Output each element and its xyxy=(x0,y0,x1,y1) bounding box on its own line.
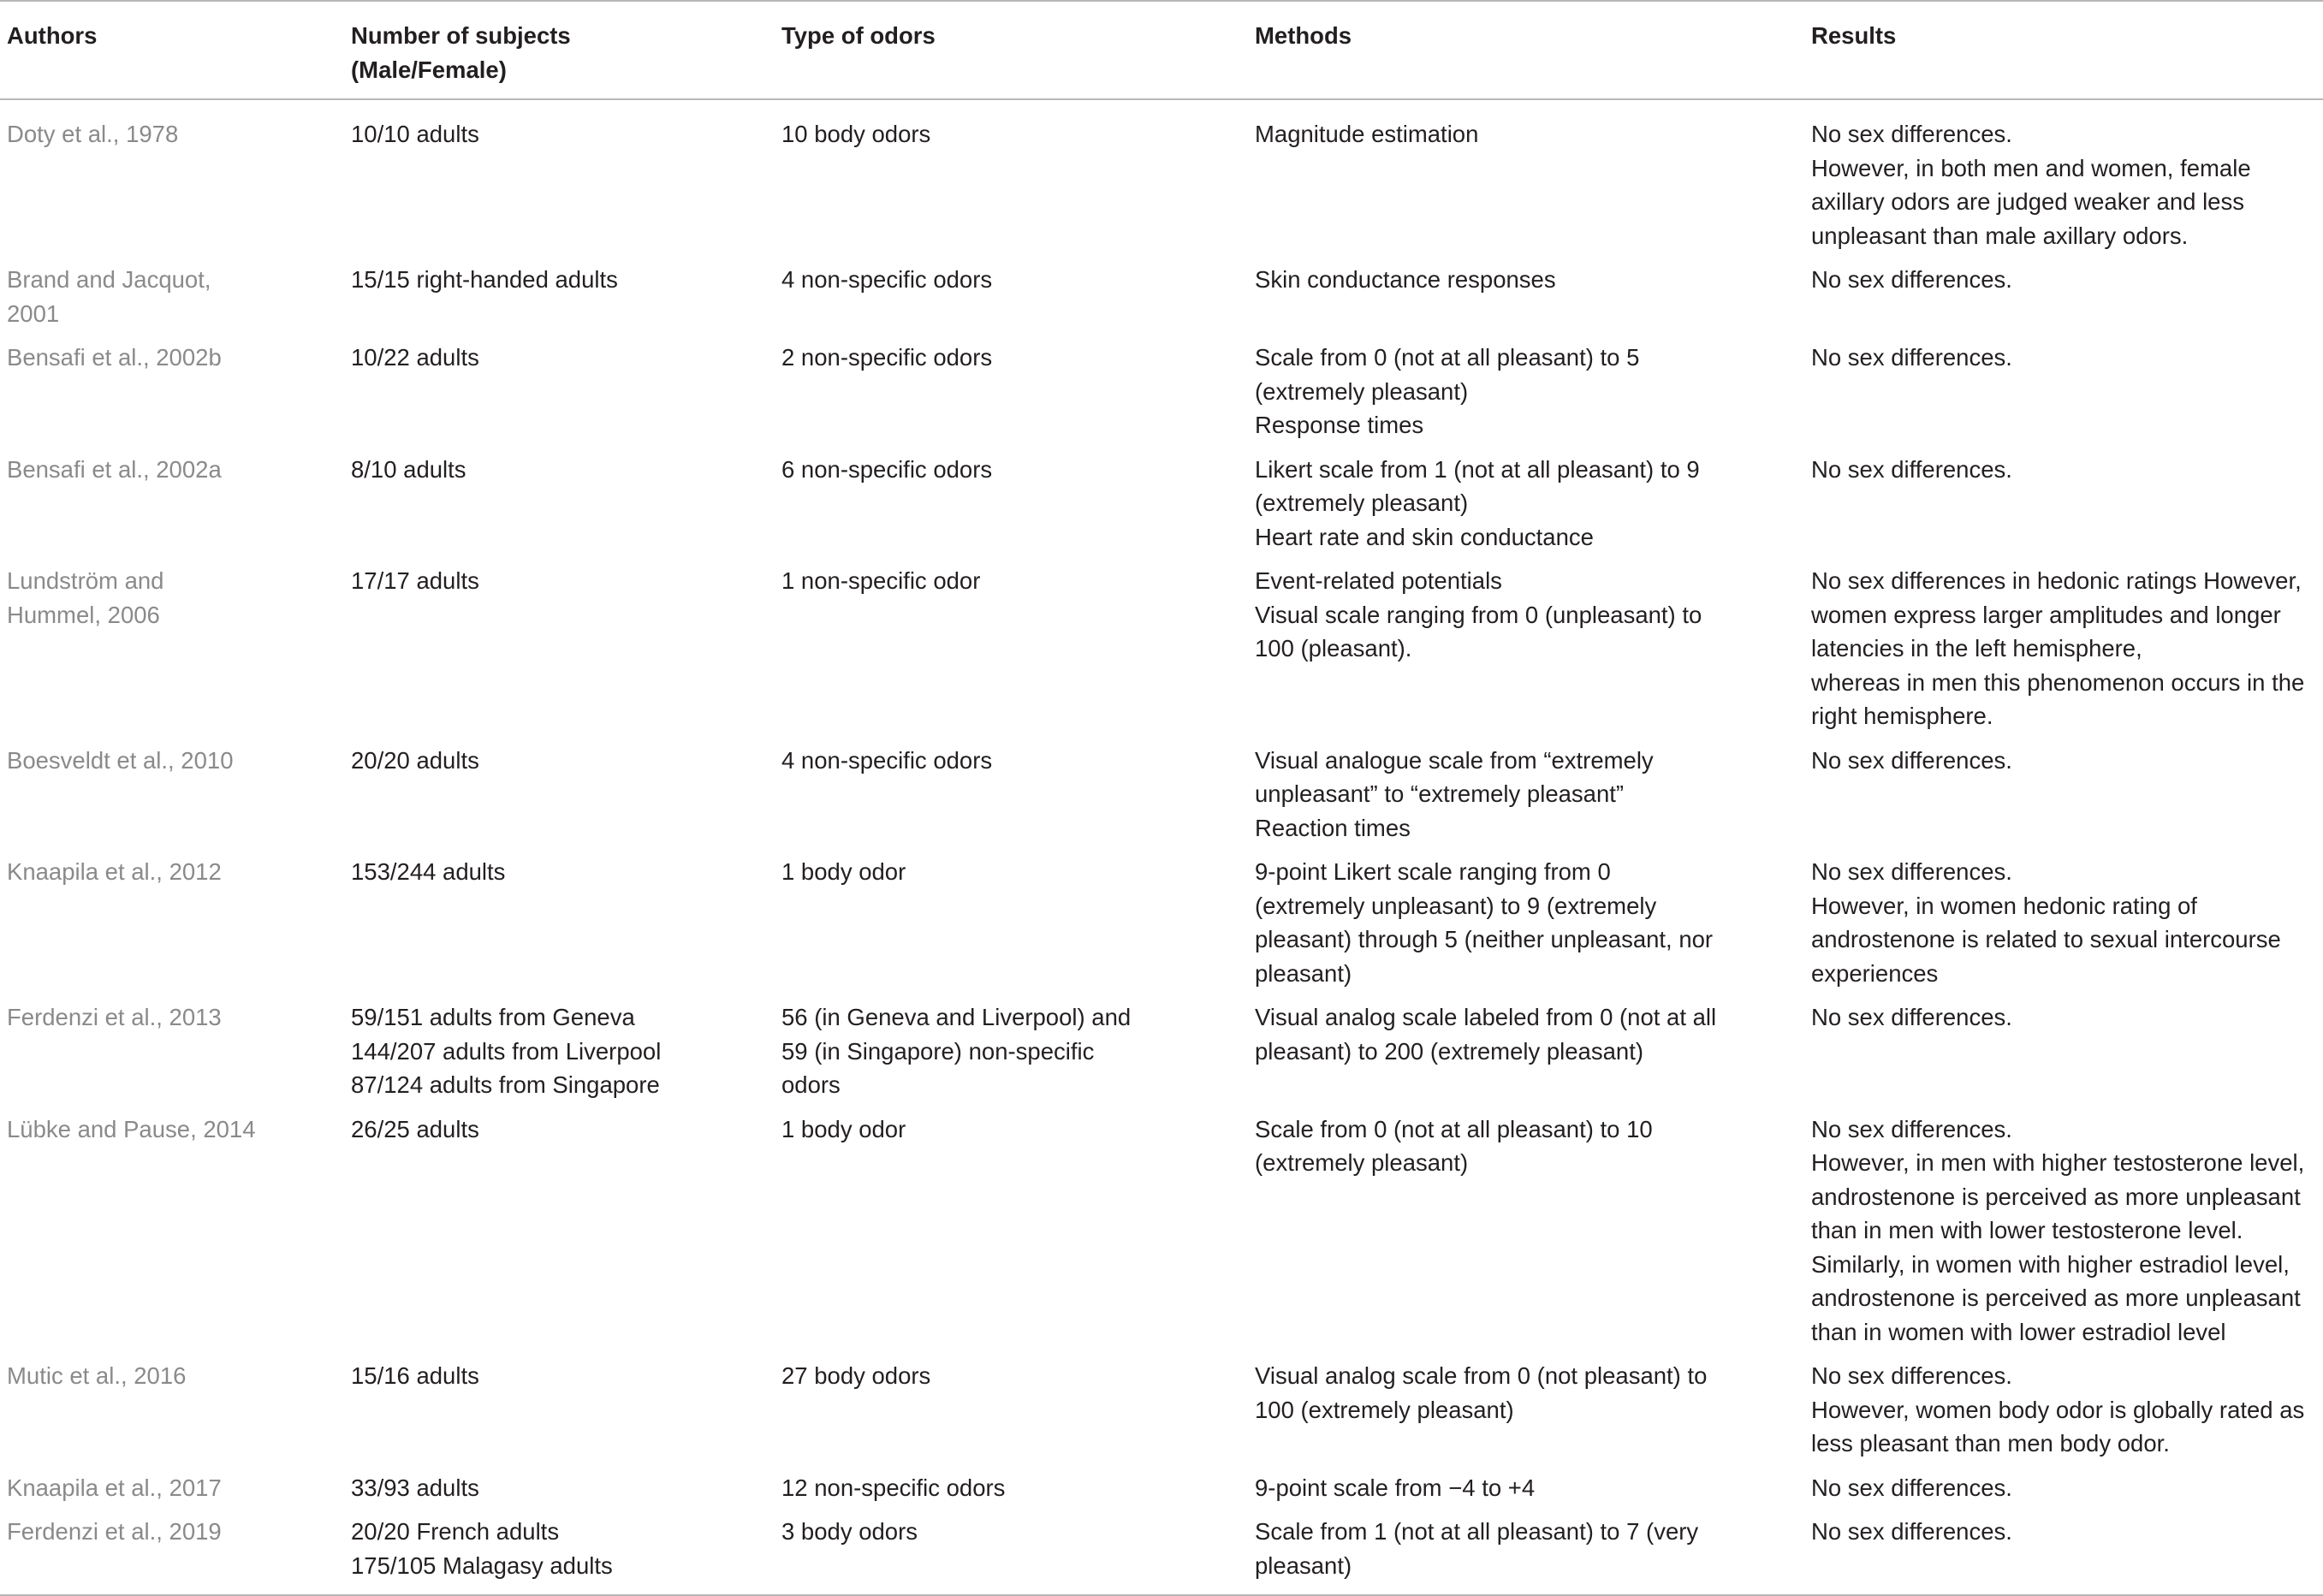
cell-subjects xyxy=(344,850,775,995)
cell-methods xyxy=(1248,1354,1804,1466)
header-number-of-subjects xyxy=(344,1,775,99)
cell-odors xyxy=(775,99,1248,258)
cell-line: 2001 xyxy=(7,300,60,327)
cell-line: Visual analog scale from 0 (not pleasant) to xyxy=(1255,1362,1708,1389)
cell-line: odors xyxy=(781,1071,841,1098)
cell-results xyxy=(1804,1107,2323,1355)
cell-line: 59 (in Singapore) non-specific xyxy=(781,1037,1095,1065)
cell-line: pleasant) xyxy=(1255,1552,1352,1579)
cell-line: Ferdenzi et al., 2019 xyxy=(7,1518,222,1545)
cell-line: 20/20 adults xyxy=(351,746,479,774)
header-line: Type of odors xyxy=(781,22,936,49)
cell-line: Magnitude estimation xyxy=(1255,121,1479,147)
cell-line: pleasant) to 200 (extremely pleasant) xyxy=(1255,1037,1643,1065)
cell-line: 12 non-specific odors xyxy=(781,1474,1006,1501)
cell-subjects xyxy=(344,1466,775,1510)
cell-line: Hummel, 2006 xyxy=(7,601,160,628)
cell-line: Lübke and Pause, 2014 xyxy=(7,1115,256,1142)
cell-odors xyxy=(775,1107,1248,1355)
header-line: Methods xyxy=(1255,22,1352,49)
cell-line: unpleasant” to “extremely pleasant” xyxy=(1255,780,1625,807)
table-row xyxy=(0,739,2323,851)
table-row xyxy=(0,1107,2323,1355)
cell-line: Reaction times xyxy=(1255,814,1411,841)
cell-line: Knaapila et al., 2017 xyxy=(7,1474,222,1501)
header-line: Number of subjects xyxy=(351,22,571,49)
cell-odors xyxy=(775,448,1248,560)
cell-line: 8/10 adults xyxy=(351,455,466,483)
cell-line: right hemisphere. xyxy=(1811,703,1993,729)
cell-odors xyxy=(775,335,1248,448)
cell-results xyxy=(1804,1354,2323,1466)
cell-odors xyxy=(775,850,1248,995)
cell-line: unpleasant than male axillary odors. xyxy=(1811,222,2189,249)
cell-results xyxy=(1804,559,2323,739)
cell-line: 59/151 adults from Geneva xyxy=(351,1004,635,1030)
cell-line: Bensafi et al., 2002b xyxy=(7,344,222,371)
cell-methods xyxy=(1248,258,1804,335)
cell-line: Brand and Jacquot, xyxy=(7,266,211,293)
cell-line: 175/105 Malagasy adults xyxy=(351,1552,613,1579)
cell-line: No sex differences. xyxy=(1811,1474,2012,1501)
cell-line: 144/207 adults from Liverpool xyxy=(351,1037,662,1065)
cell-results xyxy=(1804,995,2323,1107)
table-row xyxy=(0,995,2323,1107)
cell-results xyxy=(1804,850,2323,995)
cell-line: Mutic et al., 2016 xyxy=(7,1362,187,1389)
cell-author xyxy=(0,739,344,851)
cell-line: Event-related potentials xyxy=(1255,567,1502,594)
cell-methods xyxy=(1248,850,1804,995)
cell-line: However, in both men and women, female xyxy=(1811,154,2251,181)
cell-line: Visual analogue scale from “extremely xyxy=(1255,746,1654,774)
cell-line: 10/10 adults xyxy=(351,121,479,147)
cell-line: Bensafi et al., 2002a xyxy=(7,455,222,483)
cell-author xyxy=(0,995,344,1107)
cell-line: No sex differences. xyxy=(1811,455,2012,483)
cell-line: Boesveldt et al., 2010 xyxy=(7,746,234,774)
cell-odors xyxy=(775,739,1248,851)
cell-methods xyxy=(1248,739,1804,851)
cell-subjects xyxy=(344,99,775,258)
cell-line: 4 non-specific odors xyxy=(781,266,993,293)
cell-line: androstenone is related to sexual intercourse xyxy=(1811,926,2281,952)
table-row xyxy=(0,335,2323,448)
table-row xyxy=(0,850,2323,995)
cell-odors xyxy=(775,1466,1248,1510)
cell-odors xyxy=(775,559,1248,739)
cell-author xyxy=(0,448,344,560)
header-type-of-odors xyxy=(775,1,1248,99)
cell-line: 153/244 adults xyxy=(351,858,506,885)
table-row xyxy=(0,559,2323,739)
table-body xyxy=(0,99,2323,1595)
cell-line: 15/16 adults xyxy=(351,1362,479,1389)
cell-line: whereas in men this phenomenon occurs in the xyxy=(1811,668,2305,696)
cell-subjects xyxy=(344,335,775,448)
cell-odors xyxy=(775,258,1248,335)
table-row xyxy=(0,1466,2323,1510)
cell-line: 100 (extremely pleasant) xyxy=(1255,1396,1514,1423)
cell-line: No sex differences. xyxy=(1811,344,2012,371)
cell-line: However, in men with higher testosterone level, xyxy=(1811,1149,2305,1176)
cell-line: Knaapila et al., 2012 xyxy=(7,858,222,885)
table-row xyxy=(0,1510,2323,1595)
cell-line: 20/20 French adults xyxy=(351,1518,560,1545)
cell-author xyxy=(0,99,344,258)
cell-line: 9-point scale from −4 to +4 xyxy=(1255,1474,1536,1501)
cell-subjects xyxy=(344,739,775,851)
cell-line: Visual scale ranging from 0 (unpleasant) to xyxy=(1255,601,1702,628)
cell-odors xyxy=(775,995,1248,1107)
header-line: (Male/Female) xyxy=(351,56,507,83)
table-row xyxy=(0,258,2323,335)
cell-methods xyxy=(1248,995,1804,1107)
cell-line: 1 non-specific odor xyxy=(781,567,981,594)
cell-line: women express larger amplitudes and longer xyxy=(1811,601,2281,628)
cell-line: latencies in the left hemisphere, xyxy=(1811,635,2142,662)
cell-line: However, women body odor is globally rated as xyxy=(1811,1396,2305,1423)
cell-results xyxy=(1804,739,2323,851)
cell-line: (extremely pleasant) xyxy=(1255,1149,1469,1176)
cell-results xyxy=(1804,99,2323,258)
cell-line: No sex differences. xyxy=(1811,1004,2012,1030)
cell-author xyxy=(0,335,344,448)
cell-line: Scale from 0 (not at all pleasant) to 10 xyxy=(1255,1115,1653,1142)
cell-line: Ferdenzi et al., 2013 xyxy=(7,1004,222,1030)
cell-odors xyxy=(775,1510,1248,1595)
cell-results xyxy=(1804,258,2323,335)
cell-methods xyxy=(1248,1466,1804,1510)
cell-line: No sex differences in hedonic ratings However, xyxy=(1811,567,2302,594)
cell-results xyxy=(1804,335,2323,448)
header-authors xyxy=(0,1,344,99)
cell-subjects xyxy=(344,1510,775,1595)
cell-line: 1 body odor xyxy=(781,1115,906,1142)
cell-odors xyxy=(775,1354,1248,1466)
cell-line: Skin conductance responses xyxy=(1255,266,1556,293)
cell-line: 1 body odor xyxy=(781,858,906,885)
cell-line: 10 body odors xyxy=(781,121,931,147)
cell-author xyxy=(0,1510,344,1595)
cell-line: 33/93 adults xyxy=(351,1474,479,1501)
cell-methods xyxy=(1248,559,1804,739)
cell-subjects xyxy=(344,995,775,1107)
cell-line: 9-point Likert scale ranging from 0 xyxy=(1255,858,1611,885)
cell-line: No sex differences. xyxy=(1811,1115,2012,1142)
cell-line: (extremely unpleasant) to 9 (extremely xyxy=(1255,892,1657,919)
cell-line: 27 body odors xyxy=(781,1362,931,1389)
cell-line: 15/15 right-handed adults xyxy=(351,266,618,293)
cell-line: Visual analog scale labeled from 0 (not at all xyxy=(1255,1004,1717,1030)
cell-results xyxy=(1804,448,2323,560)
table-row xyxy=(0,1354,2323,1466)
table-row xyxy=(0,99,2323,258)
cell-methods xyxy=(1248,335,1804,448)
cell-line: (extremely pleasant) xyxy=(1255,377,1469,405)
cell-author xyxy=(0,850,344,995)
cell-author xyxy=(0,1466,344,1510)
cell-line: pleasant) xyxy=(1255,959,1352,987)
cell-methods xyxy=(1248,99,1804,258)
cell-line: Similarly, in women with higher estradiol level, xyxy=(1811,1250,2290,1278)
header-line: Authors xyxy=(7,22,98,49)
cell-line: No sex differences. xyxy=(1811,1362,2012,1389)
cell-line: 26/25 adults xyxy=(351,1115,479,1142)
cell-line: However, in women hedonic rating of xyxy=(1811,892,2197,919)
cell-line: Doty et al., 1978 xyxy=(7,121,179,147)
cell-line: Heart rate and skin conductance xyxy=(1255,523,1594,550)
cell-line: No sex differences. xyxy=(1811,1518,2012,1545)
cell-subjects xyxy=(344,258,775,335)
cell-subjects xyxy=(344,1354,775,1466)
cell-line: 17/17 adults xyxy=(351,567,479,594)
cell-line: Scale from 0 (not at all pleasant) to 5 xyxy=(1255,344,1640,371)
cell-line: Response times xyxy=(1255,412,1424,438)
header-methods xyxy=(1248,1,1804,99)
cell-line: (extremely pleasant) xyxy=(1255,489,1469,516)
cell-line: androstenone is perceived as more unpleasant xyxy=(1811,1183,2301,1210)
cell-line: 3 body odors xyxy=(781,1518,918,1545)
cell-results xyxy=(1804,1510,2323,1595)
table-header xyxy=(0,1,2323,99)
cell-line: axillary odors are judged weaker and less xyxy=(1811,188,2244,215)
cell-methods xyxy=(1248,448,1804,560)
cell-results xyxy=(1804,1466,2323,1510)
cell-line: androstenone is perceived as more unpleasant xyxy=(1811,1285,2301,1311)
cell-methods xyxy=(1248,1510,1804,1595)
cell-subjects xyxy=(344,1107,775,1355)
cell-author xyxy=(0,559,344,739)
table-row xyxy=(0,448,2323,560)
cell-author xyxy=(0,1354,344,1466)
header-line: Results xyxy=(1811,22,1897,49)
cell-line: No sex differences. xyxy=(1811,121,2012,147)
cell-line: experiences xyxy=(1811,959,1939,987)
cell-line: 2 non-specific odors xyxy=(781,344,993,371)
cell-line: than in men with lower testosterone level. xyxy=(1811,1217,2243,1243)
cell-line: 56 (in Geneva and Liverpool) and xyxy=(781,1004,1132,1030)
header-row xyxy=(0,1,2323,99)
cell-line: 6 non-specific odors xyxy=(781,455,993,483)
cell-line: Lundström and xyxy=(7,567,164,594)
cell-line: 100 (pleasant). xyxy=(1255,635,1412,662)
cell-line: No sex differences. xyxy=(1811,858,2012,885)
cell-line: pleasant) through 5 (neither unpleasant, nor xyxy=(1255,926,1714,952)
cell-line: Likert scale from 1 (not at all pleasant) to 9 xyxy=(1255,455,1700,483)
cell-line: than in women with lower estradiol level xyxy=(1811,1318,2226,1345)
header-results xyxy=(1804,1,2323,99)
cell-line: 10/22 adults xyxy=(351,344,479,371)
cell-methods xyxy=(1248,1107,1804,1355)
cell-subjects xyxy=(344,448,775,560)
cell-line: No sex differences. xyxy=(1811,746,2012,774)
cell-line: No sex differences. xyxy=(1811,266,2012,293)
cell-subjects xyxy=(344,559,775,739)
cell-author xyxy=(0,258,344,335)
cell-author xyxy=(0,1107,344,1355)
cell-line: 4 non-specific odors xyxy=(781,746,993,774)
cell-line: Scale from 1 (not at all pleasant) to 7 (very xyxy=(1255,1518,1699,1545)
cell-line: less pleasant than men body odor. xyxy=(1811,1430,2170,1457)
cell-line: 87/124 adults from Singapore xyxy=(351,1071,660,1098)
